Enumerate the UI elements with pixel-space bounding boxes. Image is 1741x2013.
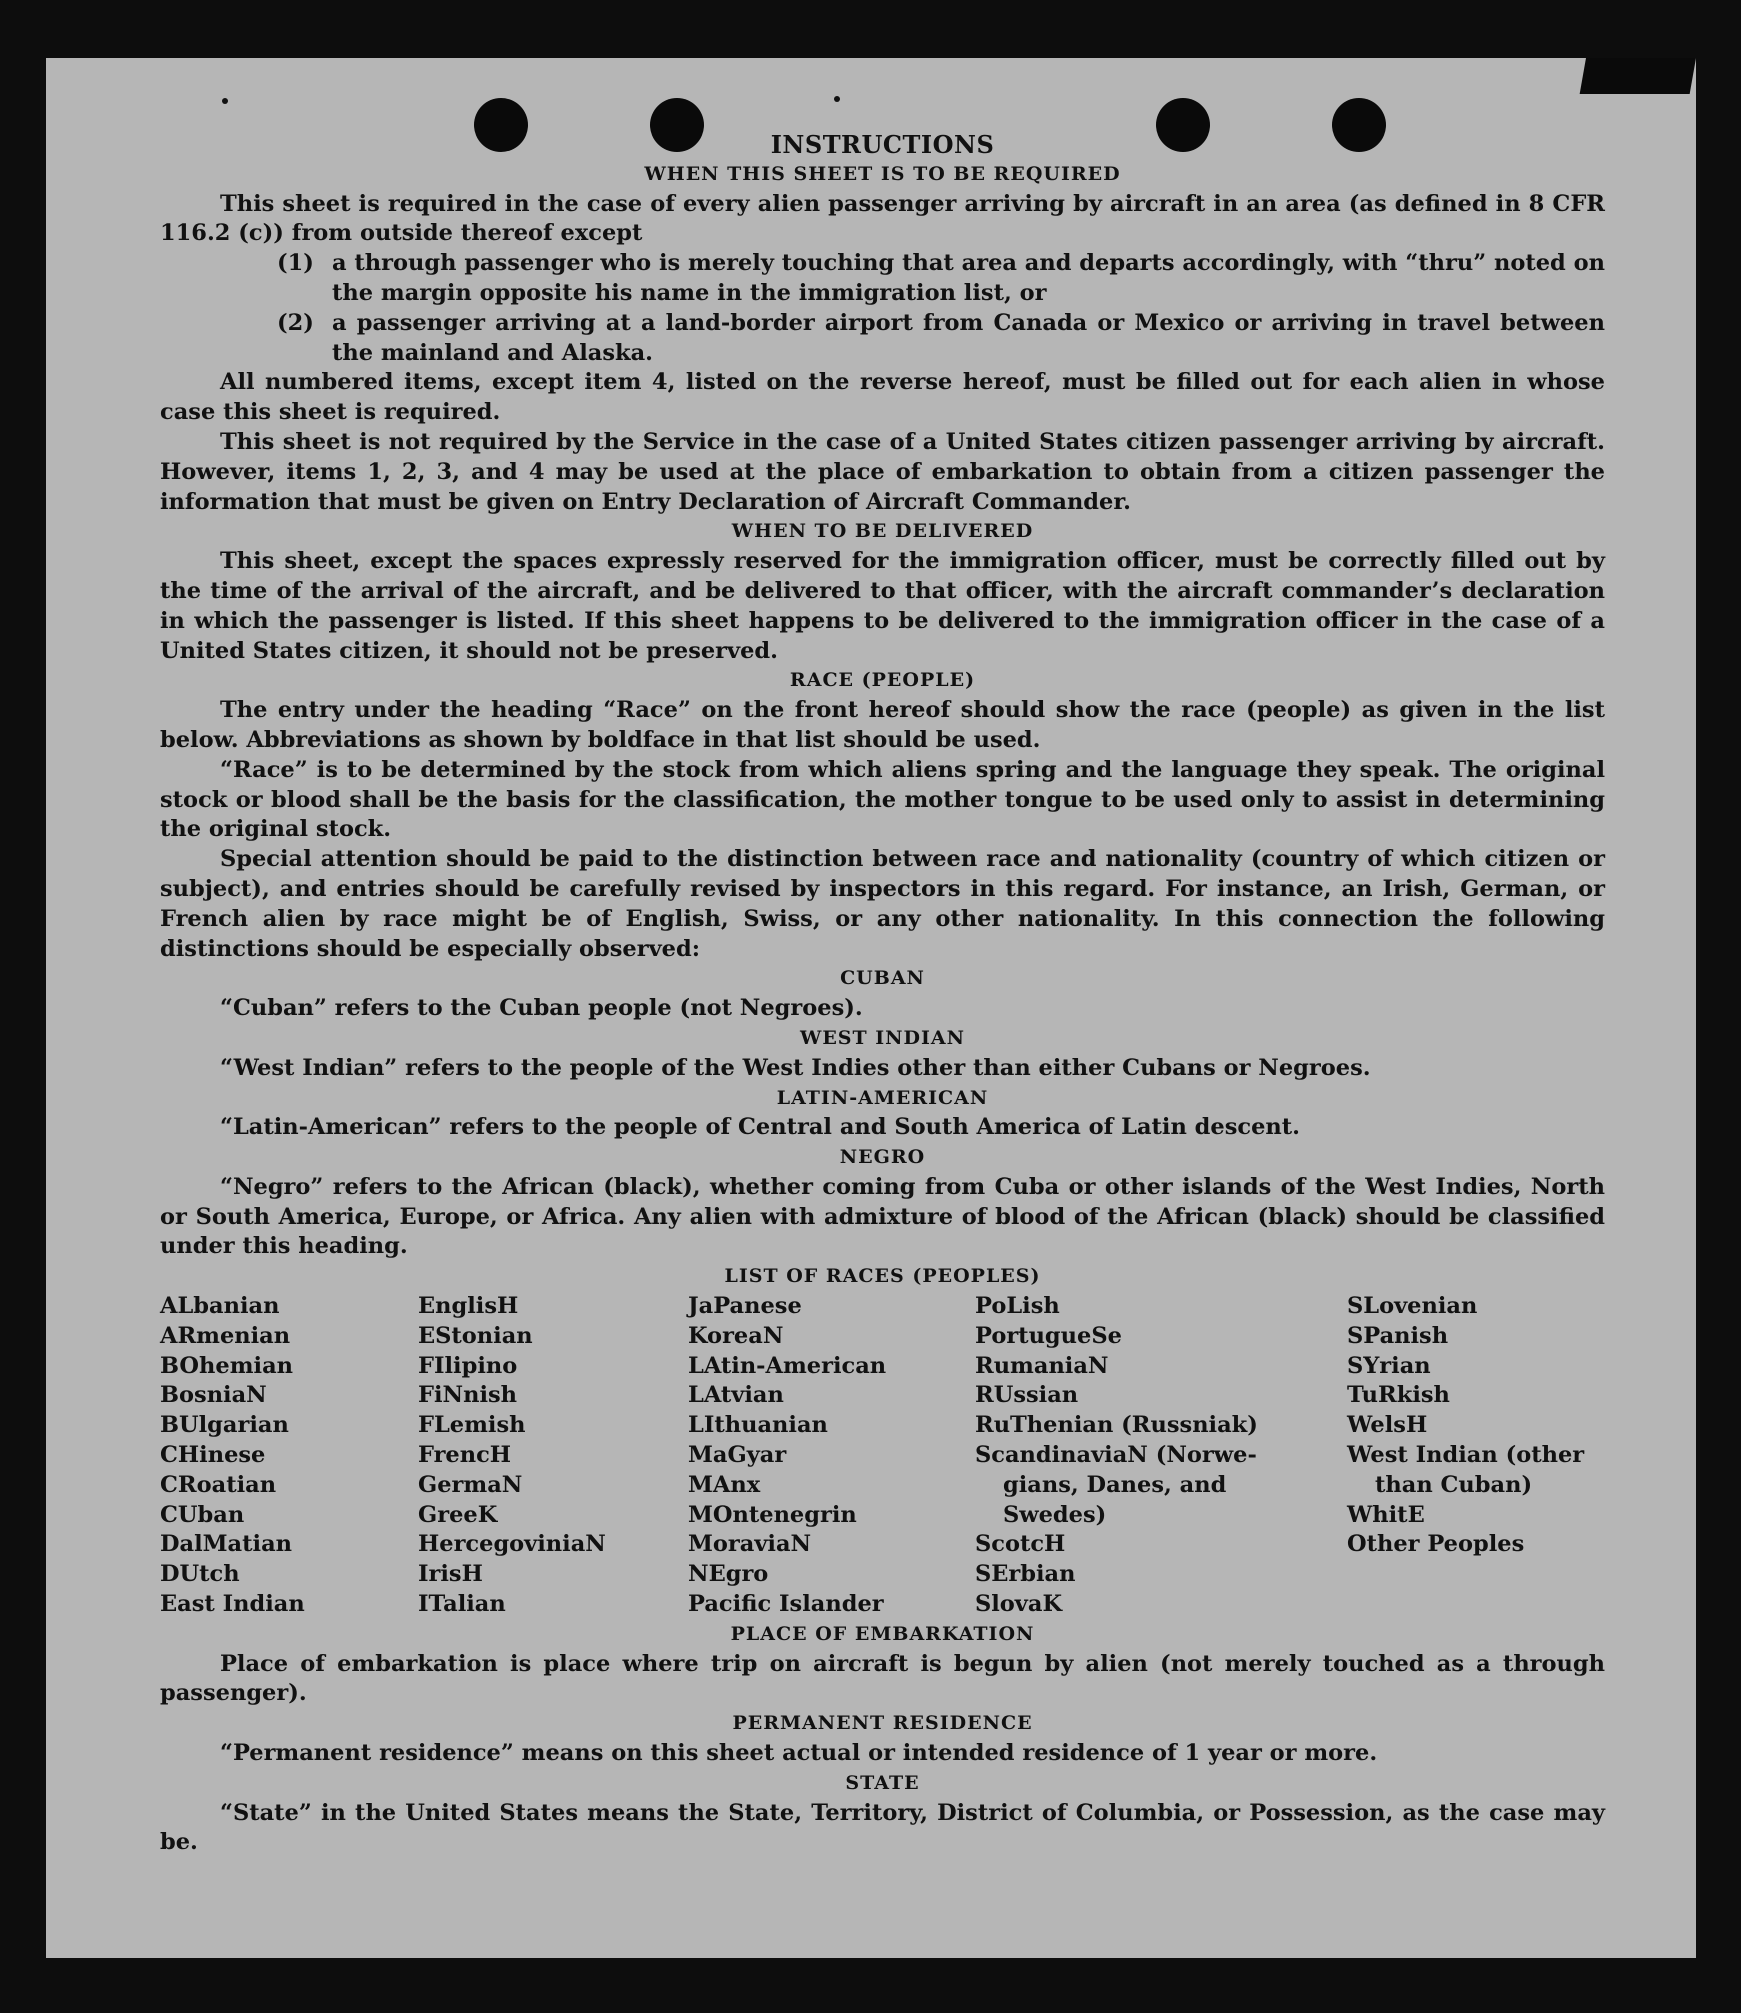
race-entry: ARmenian bbox=[160, 1322, 291, 1349]
race-entry: Swedes) bbox=[1003, 1501, 1107, 1528]
races-table bbox=[160, 1292, 1605, 1620]
race-entry: SErbian bbox=[975, 1561, 1076, 1588]
speck bbox=[834, 96, 840, 102]
instructions-body bbox=[160, 130, 1605, 1858]
race-entry: East Indian bbox=[160, 1591, 305, 1618]
race-entry: FIlipino bbox=[418, 1352, 518, 1379]
paragraph-cuban: “Cuban” refers to the Cuban people (not Negroes). bbox=[220, 995, 863, 1022]
paragraph-residence: “Permanent residence” means on this sheet actual or intended residence of 1 year or more. bbox=[220, 1740, 1378, 1767]
race-entry: HercegoviniaN bbox=[418, 1531, 606, 1558]
race-entry: RumaniaN bbox=[975, 1352, 1109, 1379]
race-entry: MAnx bbox=[688, 1471, 761, 1498]
races-column-1 bbox=[160, 1292, 418, 1620]
race-entry: RuThenian (Russniak) bbox=[975, 1412, 1258, 1439]
item-text: a through passenger who is merely touching that area and departs accordingly, with “thru” noted on the margin opposite his name in the immigration list, or bbox=[332, 250, 1605, 306]
race-entry: ScandinaviaN (Norwe- bbox=[975, 1442, 1257, 1469]
races-column-5 bbox=[1347, 1292, 1605, 1620]
race-entry: FiNnish bbox=[418, 1382, 518, 1409]
race-entry: WelsH bbox=[1347, 1412, 1428, 1439]
heading-race: RACE (PEOPLE) bbox=[789, 669, 976, 692]
race-entry: SPanish bbox=[1347, 1322, 1449, 1349]
race-entry: JaPanese bbox=[688, 1293, 802, 1320]
list-item bbox=[277, 309, 1605, 369]
race-entry: LIthuanian bbox=[688, 1412, 828, 1439]
item-number: (2) bbox=[277, 309, 314, 336]
race-entry: BosniaN bbox=[160, 1382, 267, 1409]
race-entry: FLemish bbox=[418, 1412, 526, 1439]
race-entry: MoraviaN bbox=[688, 1531, 812, 1558]
race-entry: ScotcH bbox=[975, 1531, 1066, 1558]
race-entry: EnglisH bbox=[418, 1293, 519, 1320]
race-entry: Other Peoples bbox=[1347, 1531, 1525, 1558]
item-text: a passenger arriving at a land-border airport from Canada or Mexico or arriving in travel between the mainland and Alaska. bbox=[332, 309, 1605, 366]
race-entry: DUtch bbox=[160, 1561, 240, 1588]
paragraph-citizen: This sheet is not required by the Service in the case of a United States citizen passenger arriving by aircraft. However, items 1, 2, 3, and 4 may be used at the place of embarkation to obtain from a citizen passenger the information that must be given on Entry Declaration of Aircraft Commander. bbox=[160, 428, 1605, 515]
race-entry: TuRkish bbox=[1347, 1382, 1450, 1409]
races-column-3 bbox=[688, 1292, 975, 1620]
heading-state: STATE bbox=[845, 1771, 920, 1794]
paragraph-required-intro: This sheet is required in the case of every alien passenger arriving by aircraft in an area (as defined in 8 CFR 116.2 (c)) from outside thereof except bbox=[160, 190, 1605, 247]
race-entry: CHinese bbox=[160, 1442, 266, 1469]
race-entry: MOntenegrin bbox=[688, 1501, 857, 1528]
race-entry: GermaN bbox=[418, 1471, 523, 1498]
paragraph-negro: “Negro” refers to the African (black), whether coming from Cuba or other islands of the West Indies, North or South America, Europe, or Africa. Any alien with admixture of blood of the African (black) should be classified under this heading. bbox=[160, 1173, 1605, 1260]
heading-negro: NEGRO bbox=[839, 1146, 926, 1169]
race-entry: West Indian (other bbox=[1347, 1442, 1585, 1469]
heading-latin-american: LATIN-AMERICAN bbox=[776, 1086, 989, 1109]
paragraph-race-1: The entry under the heading “Race” on the front hereof should show the race (people) as given in the list below. Abbreviations as shown by boldface in that list should be used. bbox=[160, 697, 1605, 753]
race-entry: LAtin-American bbox=[688, 1352, 887, 1379]
paragraph-race-3: Special attention should be paid to the distinction between race and nationality (country of which citizen or subject), and entries should be carefully revised by inspectors in this regard. For instance, an Irish, German, or French alien by race might be of English, Swiss, or any other nationality. In this connection the following distinctions should be especially observed: bbox=[160, 846, 1605, 962]
race-entry: SYrian bbox=[1347, 1352, 1431, 1379]
heading-when-required: WHEN THIS SHEET IS TO BE REQUIRED bbox=[644, 162, 1121, 185]
heading-west-indian: WEST INDIAN bbox=[799, 1026, 966, 1049]
race-entry: RUssian bbox=[975, 1382, 1079, 1409]
race-entry: WhitE bbox=[1347, 1501, 1425, 1528]
paragraph-race-2: “Race” is to be determined by the stock from which aliens spring and the language they speak. The original stock or blood shall be the basis for the classification, the mother tongue to be used only to assist in determining the original stock. bbox=[160, 756, 1605, 843]
page-title: INSTRUCTIONS bbox=[770, 130, 995, 159]
paragraph-state: “State” in the United States means the State, Territory, District of Columbia, or Possession, as the case may be. bbox=[160, 1799, 1605, 1856]
race-entry: CRoatian bbox=[160, 1471, 277, 1498]
document-page bbox=[46, 58, 1696, 1958]
race-entry: gians, Danes, and bbox=[1003, 1471, 1227, 1498]
race-entry: BOhemian bbox=[160, 1352, 294, 1379]
races-column-4 bbox=[975, 1292, 1347, 1620]
race-entry: MaGyar bbox=[688, 1442, 787, 1469]
race-entry: than Cuban) bbox=[1375, 1471, 1533, 1498]
item-number: (1) bbox=[277, 250, 314, 277]
paragraph-latin-american: “Latin-American” refers to the people of Central and South America of Latin descent. bbox=[220, 1114, 1300, 1141]
heading-embarkation: PLACE OF EMBARKATION bbox=[730, 1622, 1035, 1645]
race-entry: ALbanian bbox=[160, 1293, 280, 1320]
race-entry: NEgro bbox=[688, 1561, 769, 1588]
race-entry: CUban bbox=[160, 1501, 245, 1528]
race-entry: SLovenian bbox=[1347, 1293, 1478, 1320]
corner-tab bbox=[1580, 58, 1696, 94]
race-entry: PortugueSe bbox=[975, 1322, 1122, 1349]
heading-cuban: CUBAN bbox=[840, 967, 925, 990]
race-entry: KoreaN bbox=[688, 1322, 784, 1349]
paragraph-embarkation: Place of embarkation is place where trip on aircraft is begun by alien (not merely touched as a through passenger). bbox=[160, 1650, 1605, 1707]
race-entry: ITalian bbox=[418, 1591, 506, 1618]
race-entry: IrisH bbox=[418, 1561, 483, 1588]
race-entry: LAtvian bbox=[688, 1382, 784, 1409]
race-entry: FrencH bbox=[418, 1442, 512, 1469]
race-entry: SlovaK bbox=[975, 1591, 1063, 1618]
race-entry: DalMatian bbox=[160, 1531, 293, 1558]
paragraph-delivered: This sheet, except the spaces expressly reserved for the immigration officer, must be correctly filled out by the time of the arrival of the aircraft, and be delivered to that officer, with the aircraft commander’s declaration in which the passenger is listed. If this sheet happens to be delivered to the immigration officer in the case of a United States citizen, it should not be preserved. bbox=[160, 548, 1605, 664]
heading-list-of-races: LIST OF RACES (PEOPLES) bbox=[724, 1265, 1041, 1288]
races-column-2 bbox=[418, 1292, 688, 1620]
list-item bbox=[277, 249, 1605, 309]
heading-residence: PERMANENT RESIDENCE bbox=[732, 1712, 1033, 1735]
heading-when-delivered: WHEN TO BE DELIVERED bbox=[731, 520, 1034, 543]
race-entry: PoLish bbox=[975, 1293, 1060, 1320]
paragraph-west-indian: “West Indian” refers to the people of the West Indies other than either Cubans or Negroes. bbox=[220, 1054, 1371, 1081]
speck bbox=[222, 98, 228, 104]
race-entry: EStonian bbox=[418, 1322, 533, 1349]
race-entry: GreeK bbox=[418, 1501, 498, 1528]
race-entry: BUlgarian bbox=[160, 1412, 289, 1439]
race-entry: Pacific Islander bbox=[688, 1591, 884, 1618]
paragraph-numbered-items: All numbered items, except item 4, listed on the reverse hereof, must be filled out for each alien in whose case this sheet is required. bbox=[160, 369, 1605, 426]
